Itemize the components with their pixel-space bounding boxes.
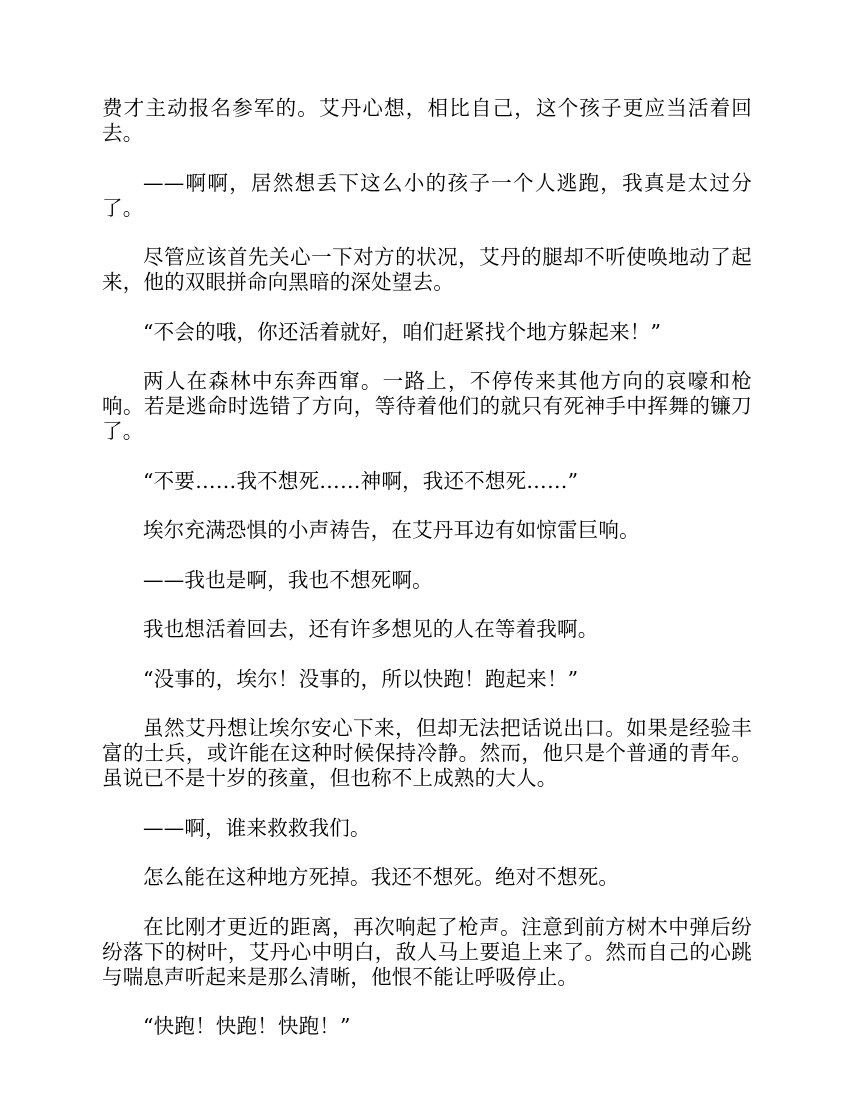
paragraph-2: ——啊啊，居然想丢下这么小的孩子一个人逃跑，我真是太过分了。 xyxy=(102,170,752,220)
paragraph-5: 两人在森林中东奔西窜。一路上，不停传来其他方向的哀嚎和枪响。若是逃命时选错了方向，等待着他们的就只有死神手中挥舞的镰刀了。 xyxy=(102,369,752,443)
paragraph-3: 尽管应该首先关心一下对方的状况，艾丹的腿却不听使唤地动了起来，他的双眼拼命向黑暗的深处望去。 xyxy=(102,245,752,294)
paragraph-9: 我也想活着回去，还有许多想见的人在等着我啊。 xyxy=(143,617,599,641)
paragraph-11: 虽然艾丹想让埃尔安心下来，但却无法把话说出口。如果是经验丰富的士兵，或许能在这种时候保持冷静。然而，他只是个普通的青年。虽说已不是十岁的孩童，但也称不上成熟的大人。 xyxy=(102,716,752,790)
paragraph-14: 在比刚才更近的距离，再次响起了枪声。注意到前方树木中弹后纷纷落下的树叶，艾丹心中明白，敌人马上要追上来了。然而自己的心跳与喘息声听起来是那么清晰，他恨不能让呼吸停止。 xyxy=(102,914,752,989)
paragraph-7: 埃尔充满恐惧的小声祷告，在艾丹耳边有如惊雷巨响。 xyxy=(143,518,640,542)
paragraph-15: “快跑！快跑！快跑！” xyxy=(143,1014,351,1038)
paragraph-13: 怎么能在这种地方死掉。我还不想死。绝对不想死。 xyxy=(143,865,620,889)
document-page xyxy=(102,96,752,1064)
paragraph-1: 费才主动报名参军的。艾丹心想，相比自己，这个孩子更应当活着回去。 xyxy=(102,96,752,145)
paragraph-10: “没事的，埃尔！没事的，所以快跑！跑起来！” xyxy=(143,666,579,691)
paragraph-4: “不会的哦，你还活着就好，咱们赶紧找个地方躲起来！” xyxy=(143,319,662,344)
paragraph-8: ——我也是啊，我也不想死啊。 xyxy=(143,567,433,592)
paragraph-6: “不要……我不想死……神啊，我还不想死……” xyxy=(143,468,579,493)
paragraph-12: ——啊，谁来救救我们。 xyxy=(143,815,371,840)
